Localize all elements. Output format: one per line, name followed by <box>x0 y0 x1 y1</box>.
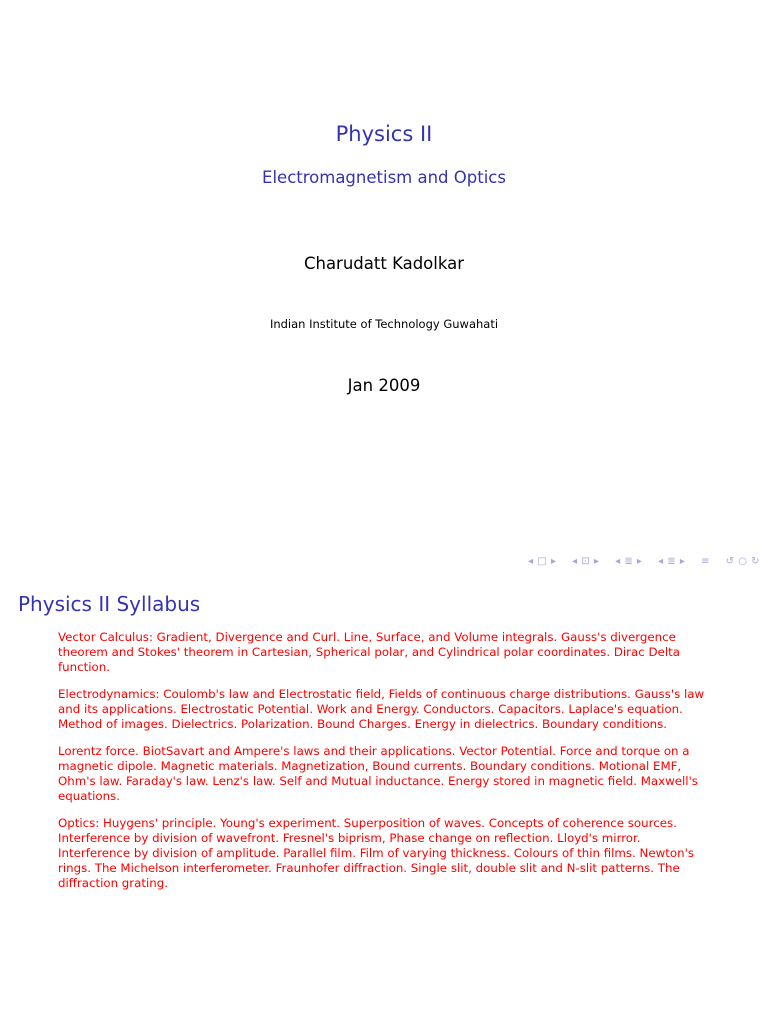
frame-title: Physics II Syllabus <box>18 592 201 616</box>
syllabus-paragraph-magnetostatics: Lorentz force. BiotSavart and Ampere's laws and their applications. Vector Potential. Force and torque on a magnetic dipole. Magnetic materials. Magnetization, Bound currents. Boundary conditions. Motional EMF, Ohm's law. Faraday's law. Lenz's law. Self and Mutual inductance. Energy stored in magnetic field. Maxwell's equations. <box>58 744 698 803</box>
syllabus-paragraph-vector-calculus: Vector Calculus: Gradient, Divergence and Curl. Line, Surface, and Volume integrals. Gauss's divergence theorem and Stokes' theorem in Cartesian, Spherical polar, and Cylindrical polar coordinates. Dirac Delta function. <box>58 630 680 674</box>
presentation-subtitle: Electromagnetism and Optics <box>262 168 506 187</box>
nav-subsection-icon[interactable]: ◂ ≣ ▸ <box>615 556 643 567</box>
syllabus-paragraph-optics: Optics: Huygens' principle. Young's experiment. Superposition of waves. Concepts of coherence sources. Interference by division of wavefront. Fresnel's biprism, Phase change on reflection. Lloyd's mirror. Interference by division of amplitude. Parallel film. Film of varying thickness. Colours of thin films. Newton's rings. The Michelson interferometer. Fraunhofer diffraction. Single slit, double slit and N-slit patterns. The diffraction grating. <box>58 816 694 890</box>
nav-frame-icon[interactable]: ◂ ⊡ ▸ <box>572 556 600 567</box>
syllabus-body <box>58 630 708 903</box>
nav-search-icon[interactable]: ↺ ○ ↻ <box>725 556 760 567</box>
author-name: Charudatt Kadolkar <box>303 254 465 273</box>
institute-name: Indian Institute of Technology Guwahati <box>269 317 499 331</box>
syllabus-slide <box>0 576 768 1024</box>
nav-section-icon[interactable]: ◂ ≣ ▸ <box>658 556 686 567</box>
presentation-date: Jan 2009 <box>347 376 421 395</box>
nav-align-icon[interactable]: ≡ <box>701 556 710 567</box>
syllabus-paragraph-electrodynamics: Electrodynamics: Coulomb's law and Electrostatic field, Fields of continuous charge distributions. Gauss's law and its applications. Electrostatic Potential. Work and Energy. Conductors. Capacitors. Laplace's equation. Method of images. Dielectrics. Polarization. Bound Charges. Energy in dielectrics. Boundary conditions. <box>58 687 705 731</box>
beamer-navigation-bar <box>525 556 760 567</box>
presentation-title: Physics II <box>335 122 433 146</box>
nav-slide-icon[interactable]: ◂ □ ▸ <box>528 556 557 567</box>
